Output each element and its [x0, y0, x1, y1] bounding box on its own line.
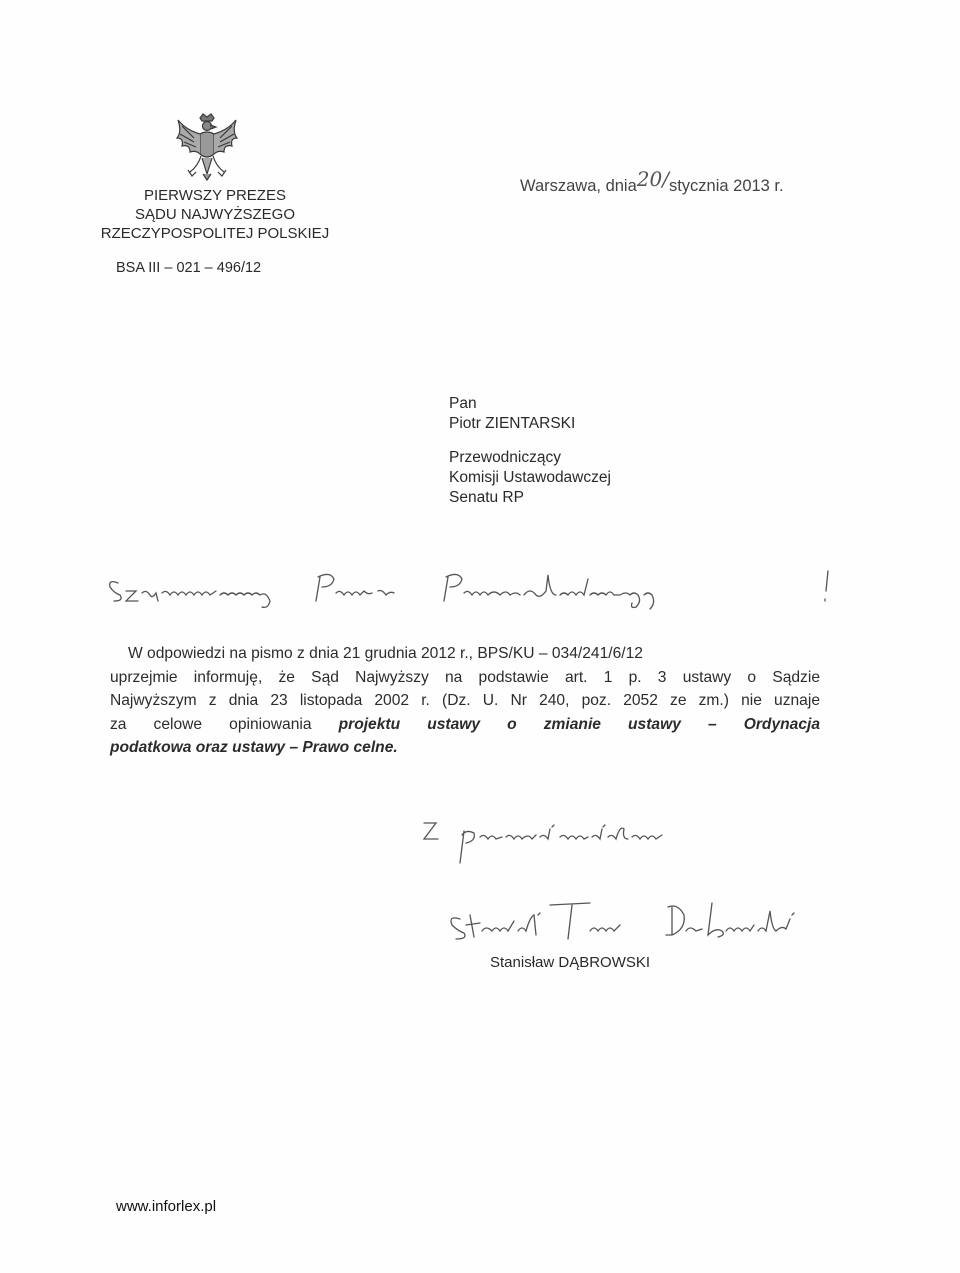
issuer-line: RZECZYPOSPOLITEJ POLSKIEJ — [100, 225, 330, 242]
body-line — [110, 713, 820, 737]
issuer-block — [90, 186, 340, 243]
polish-eagle-emblem — [172, 112, 242, 182]
issuer-line: PIERWSZY PREZES — [144, 187, 286, 204]
handwritten-closing — [410, 815, 750, 875]
recipient-line: Piotr ZIENTARSKI — [449, 415, 576, 432]
recipient-line: Senatu RP — [449, 489, 524, 506]
case-reference: BSA III – 021 – 496/12 — [116, 260, 262, 276]
date-line — [520, 167, 784, 196]
body-line: Najwyższym z dnia 23 listopada 2002 r. (Dz. U. Nr 240, poz. 2052 ze zm.) nie uznaje — [110, 692, 820, 710]
date-rest: stycznia 2013 r. — [668, 177, 784, 195]
signer-name: Stanisław DĄBROWSKI — [490, 954, 651, 971]
recipient-line: Pan — [449, 395, 477, 412]
recipient-line: Komisji Ustawodawczej — [449, 469, 611, 486]
recipient-address — [449, 394, 611, 508]
body-line: W odpowiedzi na pismo z dnia 21 grudnia 2012 r., BPS/KU – 034/241/6/12 — [128, 645, 643, 662]
date-place: Warszawa, dnia — [520, 177, 637, 195]
body-line: uprzejmie informuję, że Sąd Najwyższy na podstawie art. 1 p. 3 ustawy o Sądzie — [110, 668, 820, 686]
body-text-plain: za celowe opiniowania — [110, 715, 339, 733]
letter-body — [110, 642, 820, 760]
recipient-line: Przewodniczący — [449, 449, 561, 466]
date-day-handwritten: 20/ — [636, 167, 669, 191]
issuer-line: SĄDU NAJWYŻSZEGO — [134, 206, 295, 223]
footer-url: www.inforlex.pl — [116, 1198, 217, 1215]
body-line-bold: podatkowa oraz ustawy – Prawo celne. — [110, 739, 398, 757]
body-text-bold: projektu ustawy o zmianie ustawy – Ordynacja — [338, 715, 820, 733]
handwritten-salutation — [90, 565, 850, 615]
